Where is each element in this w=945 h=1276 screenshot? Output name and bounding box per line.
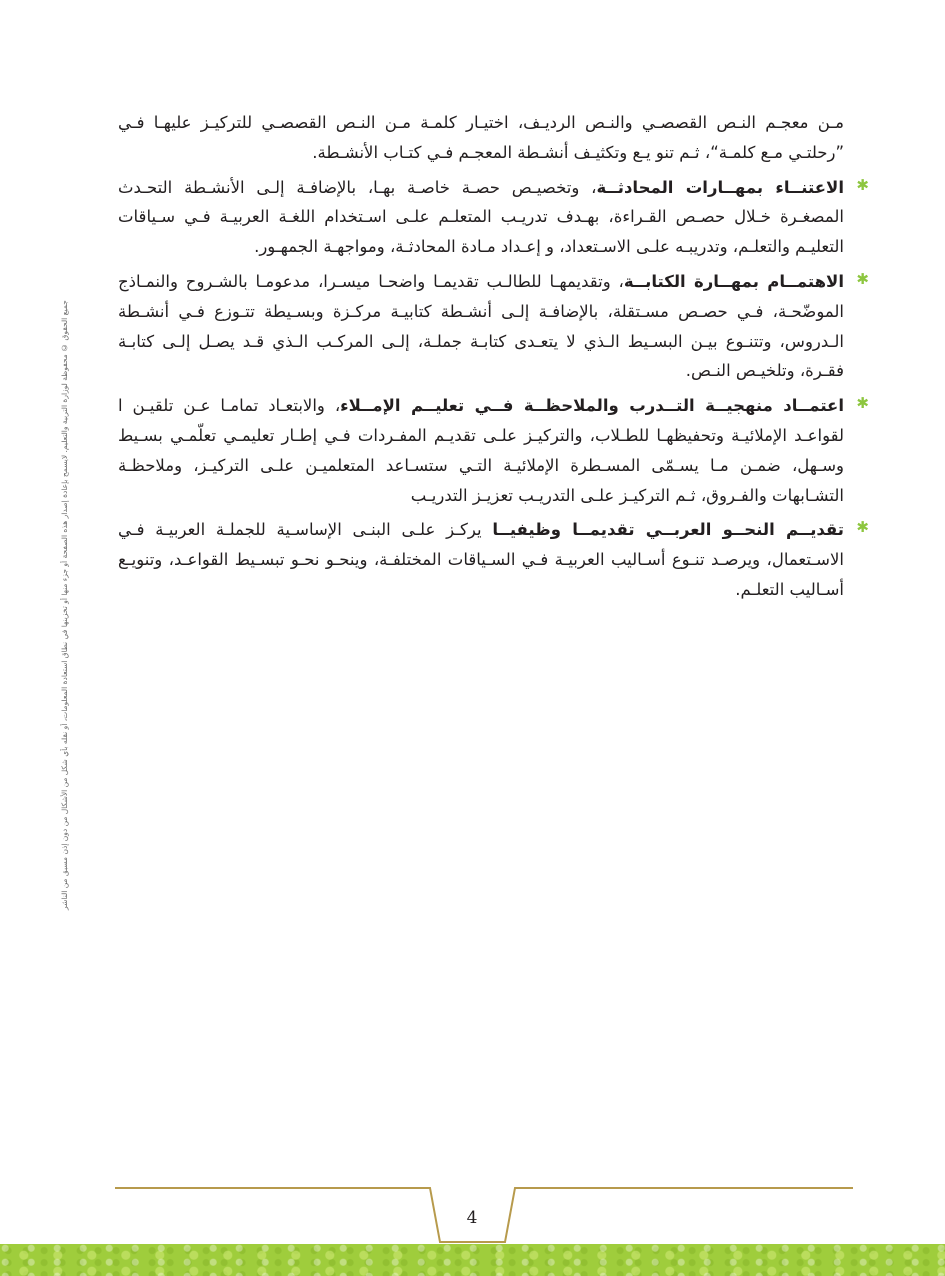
asterisk-bullet-icon: ✱ (856, 269, 869, 288)
main-text (118, 108, 869, 605)
asterisk-bullet-icon: ✱ (856, 175, 869, 194)
copyright-note: جميع الحقوق © محفوظة لوزارة التربية والتعليم. لايسمح بإعادة إصدار هذه الصفحة أو جزء منها أو تخزينها في نطاق استعادة المعلومات، أو نقله بأي شكل من الأشكال من دون إذن مسبق من الناشر (60, 300, 69, 910)
bullet-item (118, 391, 869, 510)
bullet-item (118, 515, 869, 604)
asterisk-bullet-icon: ✱ (856, 518, 869, 537)
bullet-text: ، وتقديمهـا للطالـب تقديمـا واضحـا ميسـرا، مدعومـا بالشـروح والنمـاذج الموضّحـة، فـي حصـص مسـتقلة، بالإضافـة إلـى أنشـطة كتابيـة مركـزة وبسـيطة تتـوزع فـي أنشـطة الـدروس، وتتنـوع بيـن البسـيط الـذي لا يتعـدى كتابـة جملـة، إلـى المركـب الـذي قـد يصـل إلـى كتابـة فقـرة، وتلخيـص النـص. (118, 271, 844, 381)
bullet-item (118, 267, 869, 386)
bullet-text: يركـز علـى البنـى الإساسـية للجملـة العربيـة فـي الاسـتعمال، ويرصـد تنـوع أسـاليب العربيـة فـي السـياقات المختلفـة، وينحـو نحـو تبسـيط القواعـد، وتنويـع أسـاليب التعلـم. (118, 520, 844, 599)
bullet-heading: اعتمــاد منهجيــة التــدرب والملاحظــة فــي تعليــم الإمــلاء (340, 396, 844, 416)
bullet-item (118, 173, 869, 262)
bullet-text: ، والابتعـاد تمامـا عـن تلقيـن ا لقواعـد الإملائيـة وتحفيظهـا للطـلاب، والتركيـز علـى تقديـم المفـردات فـي إطـار تعليمـي تعلّمـي بسـيط وسـهل، ضمـن مـا يسـمّى المسـطرة الإملائيـة التـي ستسـاعد المتعلميـن علـى التركيـز، وملاحظـة التشـابهات والفـروق، ثـم التركيـز علـى التدريـب تعزيـز التدريـب (118, 396, 844, 505)
decorative-footer-band (0, 1244, 945, 1276)
asterisk-bullet-icon: ✱ (856, 394, 869, 413)
bullet-heading: الاعتنــاء بمهــارات المحادثــة (596, 177, 844, 197)
intro-paragraph: مـن معجـم النـص القصصـي والنـص الرديـف، اختيـار كلمـة مـن النـص القصصـي للتركيـز عليهـا فـي ”رحلتـي مـع كلمـة“، ثـم تنو يـع وتكثيـف أنشـطة المعجـم فـي كتـاب الأنشـطة. (118, 113, 844, 162)
bullet-heading: تقديــم النحــو العربــي تقديمــا وظيفيــا (492, 520, 845, 540)
bullet-text: ، وتخصيـص حصـة خاصـة بهـا، بالإضافـة إلـى الأنشـطة التحـدث المصغـرة خـلال حصـص القـراءة، بهـدف تدريـب المتعلـم علـى اسـتخدام اللغـة العربيـة فـي سـياقات التعليـم والتعلـم، وتدريبـه علـى الاسـتعداد، و إعـداد مـادة المحادثـة، ومواجهـة الجمهـور. (118, 177, 844, 257)
page-number: 4 (466, 1208, 478, 1228)
bullet-heading: الاهتمــام بمهــارة الكتابــة (623, 271, 844, 291)
